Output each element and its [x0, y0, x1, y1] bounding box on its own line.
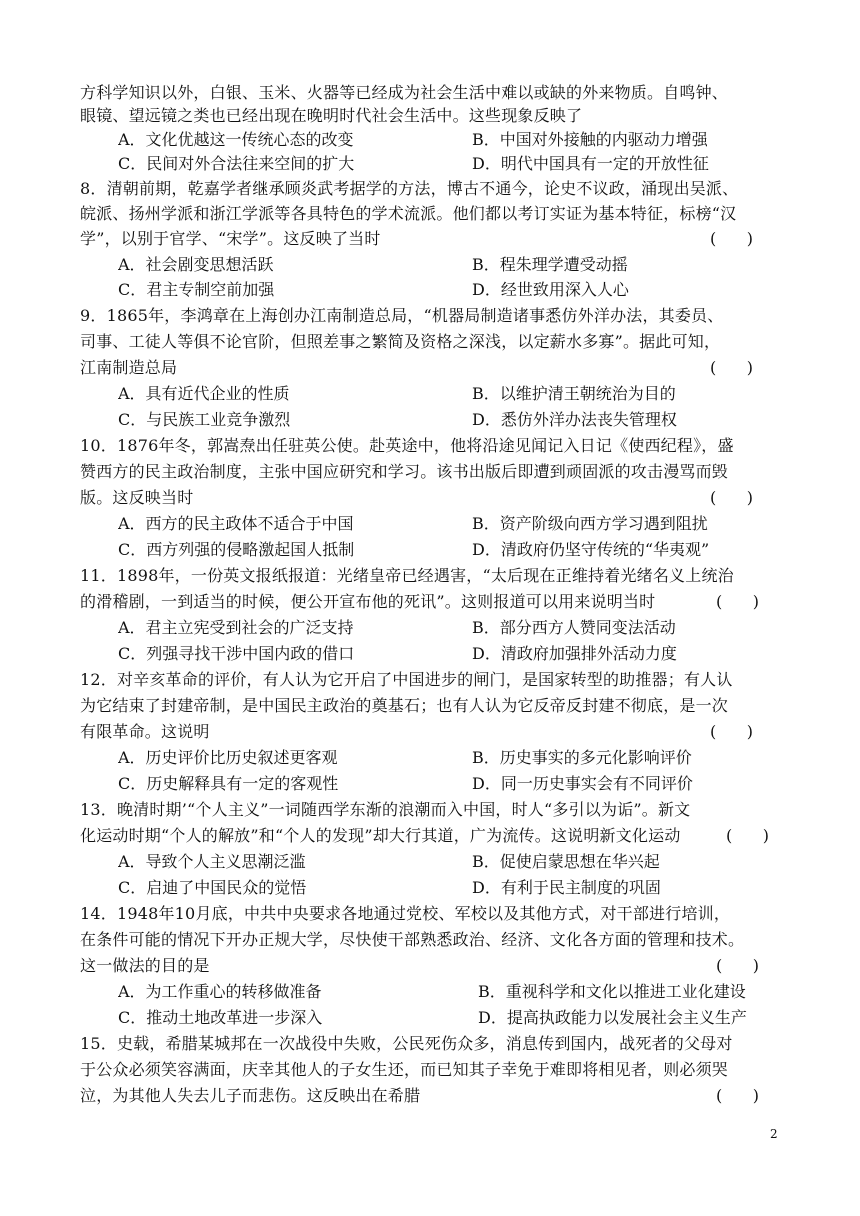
q9-stem-line-3: 江南制造总局	[80, 358, 178, 377]
q14-stem-line-3: 这一做法的目的是	[80, 956, 210, 975]
q9-answer-blank[interactable]: ( )	[710, 358, 753, 377]
q7-option-a[interactable]: A．文化优越这一传统心态的改变	[118, 130, 354, 149]
q9-option-b[interactable]: B．以维护清王朝统治为目的	[472, 384, 676, 403]
q11-answer-blank[interactable]: ( )	[716, 592, 759, 611]
q10-stem-line-3: 版。这反映当时	[80, 488, 194, 507]
q9-option-a[interactable]: A．具有近代企业的性质	[118, 384, 290, 403]
q8-stem-line-2: 皖派、扬州学派和浙江学派等各具特色的学术流派。他们都以考订实证为基本特征，标榜“汉	[80, 204, 737, 223]
q15-stem-line-1: 15．史载，希腊某城邦在一次战役中失败，公民死伤众多，消息传到国内，战死者的父母对	[80, 1034, 733, 1053]
q10-option-d[interactable]: D．清政府仍坚守传统的“华夷观”	[472, 540, 710, 559]
q9-stem-line-2: 司事、工徒人等俱不论官阶，但照差事之繁简及资格之深浅，以定薪水多寡”。据此可知，	[80, 332, 721, 351]
q15-answer-blank[interactable]: ( )	[716, 1086, 759, 1105]
q9-option-c[interactable]: C．与民族工业竞争激烈	[118, 410, 291, 429]
q14-answer-blank[interactable]: ( )	[716, 956, 759, 975]
q12-option-b[interactable]: B．历史事实的多元化影响评价	[472, 748, 692, 767]
q8-option-b[interactable]: B．程朱理学遭受动摇	[472, 255, 628, 274]
q14-stem-line-1: 14．1948年10月底，中共中央要求各地通过党校、军校以及其他方式，对干部进行培训，	[80, 904, 731, 923]
q8-option-a[interactable]: A．社会剧变思想活跃	[118, 255, 274, 274]
q13-option-c[interactable]: C．启迪了中国民众的觉悟	[118, 878, 307, 897]
q7-option-c[interactable]: C．民间对外合法往来空间的扩大	[118, 154, 355, 173]
q7-option-b[interactable]: B．中国对外接触的内驱动力增强	[472, 130, 708, 149]
q10-option-b[interactable]: B．资产阶级向西方学习遇到阻扰	[472, 514, 708, 533]
q10-option-a[interactable]: A．西方的民主政体不适合于中国	[118, 514, 354, 533]
q11-option-b[interactable]: B．部分西方人赞同变法活动	[472, 618, 676, 637]
q14-option-a[interactable]: A．为工作重心的转移做准备	[118, 982, 322, 1001]
q12-option-c[interactable]: C．历史解释具有一定的客观性	[118, 774, 339, 793]
q7-stem-line-2: 眼镜、望远镜之类也已经出现在晚明时代社会生活中。这些现象反映了	[80, 106, 583, 125]
q14-option-c[interactable]: C．推动土地改革进一步深入	[118, 1008, 323, 1027]
q13-option-b[interactable]: B．促使启蒙思想在华兴起	[472, 852, 660, 871]
q8-stem-line-3: 学”，以别于官学、“宋学”。这反映了当时	[80, 229, 381, 248]
q10-answer-blank[interactable]: ( )	[710, 488, 753, 507]
q8-option-d[interactable]: D．经世致用深入人心	[472, 280, 629, 299]
q9-option-d[interactable]: D．悉仿外洋办法丧失管理权	[472, 410, 677, 429]
q12-answer-blank[interactable]: ( )	[710, 722, 753, 741]
q12-stem-line-3: 有限革命。这说明	[80, 722, 210, 741]
q8-stem-line-1: 8．清朝前期，乾嘉学者继承顾炎武考据学的方法，博古不通今，论史不议政，涌现出吴派、	[80, 179, 739, 198]
q11-stem-line-2: 的滑稽剧，一到适当的时候，便公开宣布他的死讯”。这则报道可以用来说明当时	[80, 592, 656, 611]
q12-option-d[interactable]: D．同一历史事实会有不同评价	[472, 774, 693, 793]
q8-answer-blank[interactable]: ( )	[710, 229, 753, 248]
q10-stem-line-2: 赞西方的民主政治制度，主张中国应研究和学习。该书出版后即遭到顽固派的攻击漫骂而毁	[80, 462, 729, 481]
q13-answer-blank[interactable]: ( )	[726, 826, 769, 845]
q11-option-c[interactable]: C．列强寻找干涉中国内政的借口	[118, 644, 355, 663]
page-number: 2	[770, 1127, 778, 1141]
q14-option-d[interactable]: D．提高执政能力以发展社会主义生产	[478, 1008, 747, 1027]
q14-stem-line-2: 在条件可能的情况下开办正规大学，尽快使干部熟悉政治、经济、文化各方面的管理和技术。	[80, 930, 745, 949]
q10-stem-line-1: 10．1876年冬，郭嵩焘出任驻英公使。赴英途中，他将沿途见闻记入日记《使西纪程》，盛	[80, 436, 734, 455]
q8-option-c[interactable]: C．君主专制空前加强	[118, 280, 275, 299]
q12-stem-line-1: 12．对辛亥革命的评价，有人认为它开启了中国进步的闸门，是国家转型的助推器；有人认	[80, 670, 733, 689]
q15-stem-line-3: 泣，为其他人失去儿子而悲伤。这反映出在希腊	[80, 1086, 421, 1105]
q13-stem-line-2: 化运动时期“个人的解放”和“个人的发现”却大行其道，广为流传。这说明新文化运动	[80, 826, 681, 845]
q11-stem-line-1: 11．1898年，一份英文报纸报道：光绪皇帝已经遇害，“太后现在正维持着光绪名义上统治	[80, 566, 734, 585]
q15-stem-line-2: 于公众必须笑容满面，庆幸其他人的子女生还，而已知其子幸免于难即将相见者，则必须哭	[80, 1060, 729, 1079]
q10-option-c[interactable]: C．西方列强的侵略激起国人抵制	[118, 540, 355, 559]
q7-option-d[interactable]: D．明代中国具有一定的开放性征	[472, 154, 709, 173]
q12-option-a[interactable]: A．历史评价比历史叙述更客观	[118, 748, 338, 767]
q13-option-d[interactable]: D．有利于民主制度的巩固	[472, 878, 661, 897]
q11-option-a[interactable]: A．君主立宪受到社会的广泛支持	[118, 618, 354, 637]
q11-option-d[interactable]: D．清政府加强排外活动力度	[472, 644, 677, 663]
q12-stem-line-2: 为它结束了封建帝制，是中国民主政治的奠基石；也有人认为它反帝反封建不彻底，是一次	[80, 696, 729, 715]
q7-stem-line-1: 方科学知识以外，白银、玉米、火器等已经成为社会生活中难以或缺的外来物质。自鸣钟、	[80, 83, 729, 102]
q14-option-b[interactable]: B．重视科学和文化以推进工业化建设	[478, 982, 746, 1001]
q13-stem-line-1: 13．晚清时期’“个人主义”一词随西学东渐的浪潮而入中国，时人“多引以为诟”。新文	[80, 800, 691, 819]
q13-option-a[interactable]: A．导致个人主义思潮泛滥	[118, 852, 306, 871]
q9-stem-line-1: 9．1865年，李鸿章在上海创办江南制造总局，“机器局制造诸事悉仿外洋办法，其委员、	[80, 306, 724, 325]
